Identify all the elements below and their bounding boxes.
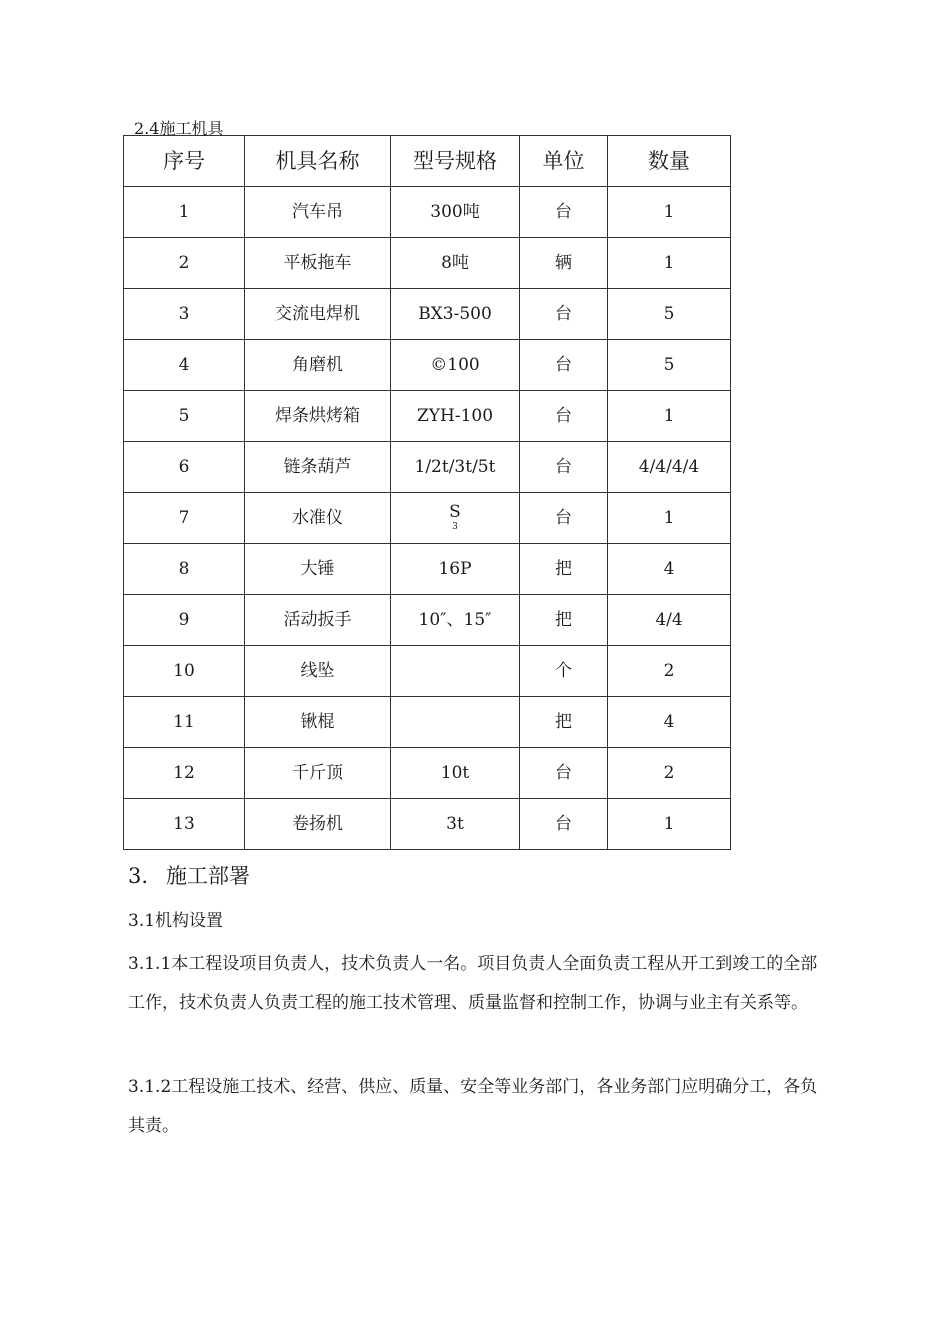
cell-quantity: 4 [608, 697, 731, 748]
header-unit: 单位 [520, 136, 608, 187]
cell-model [391, 646, 520, 697]
cell-unit: 台 [520, 391, 608, 442]
cell-model: 8吨 [391, 238, 520, 289]
paragraph-3-1-2: 3.1.2工程设施工技术、经营、供应、质量、安全等业务部门，各业务部门应明确分工，各负其责。 [128, 1077, 818, 1136]
cell-quantity: 1 [608, 799, 731, 850]
table-row [124, 493, 731, 544]
cell-quantity: 4/4 [608, 595, 731, 646]
cell-name: 平板拖车 [245, 238, 391, 289]
header-index: 序号 [124, 136, 245, 187]
cell-name: 线坠 [245, 646, 391, 697]
table-row [124, 391, 731, 442]
cell-quantity: 4/4/4/4 [608, 442, 731, 493]
cell-name: 焊条烘烤箱 [245, 391, 391, 442]
cell-index: 12 [124, 748, 245, 799]
cell-unit: 个 [520, 646, 608, 697]
section-title: 施工部署 [166, 864, 250, 888]
cell-model [391, 493, 520, 544]
cell-index: 9 [124, 595, 245, 646]
cell-model: 16P [391, 544, 520, 595]
cell-index: 8 [124, 544, 245, 595]
cell-name: 角磨机 [245, 340, 391, 391]
table-row [124, 799, 731, 850]
cell-name: 卷扬机 [245, 799, 391, 850]
header-name: 机具名称 [245, 136, 391, 187]
cell-unit: 台 [520, 340, 608, 391]
cell-model [391, 697, 520, 748]
cell-unit: 台 [520, 493, 608, 544]
cell-quantity: 1 [608, 238, 731, 289]
cell-index: 3 [124, 289, 245, 340]
cell-model: 3t [391, 799, 520, 850]
cell-name: 水准仪 [245, 493, 391, 544]
header-model: 型号规格 [391, 136, 520, 187]
cell-name: 链条葫芦 [245, 442, 391, 493]
cell-unit: 把 [520, 544, 608, 595]
cell-unit: 台 [520, 799, 608, 850]
model-main: S [449, 501, 461, 522]
paragraph-3-1-1: 3.1.1本工程设项目负责人，技术负责人一名。项目负责人全面负责工程从开工到竣工的全部工作，技术负责人负责工程的施工技术管理、质量监督和控制工作，协调与业主有关系等。 [128, 954, 818, 1013]
cell-name: 锹棍 [245, 697, 391, 748]
cell-quantity: 5 [608, 289, 731, 340]
section-number: 3. [128, 864, 149, 888]
cell-name: 大锤 [245, 544, 391, 595]
table-row [124, 697, 731, 748]
cell-model: ZYH-100 [391, 391, 520, 442]
table-row [124, 187, 731, 238]
cell-quantity: 2 [608, 646, 731, 697]
table-header-row [124, 136, 731, 187]
cell-quantity: 2 [608, 748, 731, 799]
cell-model: ©100 [391, 340, 520, 391]
cell-index: 11 [124, 697, 245, 748]
cell-unit: 把 [520, 697, 608, 748]
cell-quantity: 1 [608, 493, 731, 544]
cell-index: 10 [124, 646, 245, 697]
cell-unit: 辆 [520, 238, 608, 289]
cell-name: 千斤顶 [245, 748, 391, 799]
cell-unit: 台 [520, 289, 608, 340]
cell-quantity: 1 [608, 391, 731, 442]
table-row [124, 544, 731, 595]
cell-unit: 把 [520, 595, 608, 646]
cell-unit: 台 [520, 748, 608, 799]
cell-model: 10″、15″ [391, 595, 520, 646]
cell-unit: 台 [520, 442, 608, 493]
table-row [124, 748, 731, 799]
cell-quantity: 1 [608, 187, 731, 238]
cell-index: 5 [124, 391, 245, 442]
cell-model: 300吨 [391, 187, 520, 238]
model-subscript: 3 [452, 521, 458, 532]
cell-model: BX3-500 [391, 289, 520, 340]
cell-index: 4 [124, 340, 245, 391]
table-row [124, 289, 731, 340]
cell-index: 6 [124, 442, 245, 493]
cell-index: 2 [124, 238, 245, 289]
subsection-heading: 3.1机构设置 [128, 911, 224, 931]
cell-quantity: 4 [608, 544, 731, 595]
section-heading [128, 860, 250, 890]
table-row [124, 646, 731, 697]
cell-quantity: 5 [608, 340, 731, 391]
header-quantity: 数量 [608, 136, 731, 187]
cell-model: 1/2t/3t/5t [391, 442, 520, 493]
cell-index: 13 [124, 799, 245, 850]
table-row [124, 595, 731, 646]
table-caption: 2.4施工机具 [134, 119, 224, 138]
table-row [124, 340, 731, 391]
cell-unit: 台 [520, 187, 608, 238]
model-with-subscript [449, 501, 461, 532]
table-row [124, 442, 731, 493]
cell-name: 交流电焊机 [245, 289, 391, 340]
table-row [124, 238, 731, 289]
cell-index: 1 [124, 187, 245, 238]
cell-name: 汽车吊 [245, 187, 391, 238]
cell-index: 7 [124, 493, 245, 544]
cell-name: 活动扳手 [245, 595, 391, 646]
equipment-table [123, 135, 731, 850]
cell-model: 10t [391, 748, 520, 799]
